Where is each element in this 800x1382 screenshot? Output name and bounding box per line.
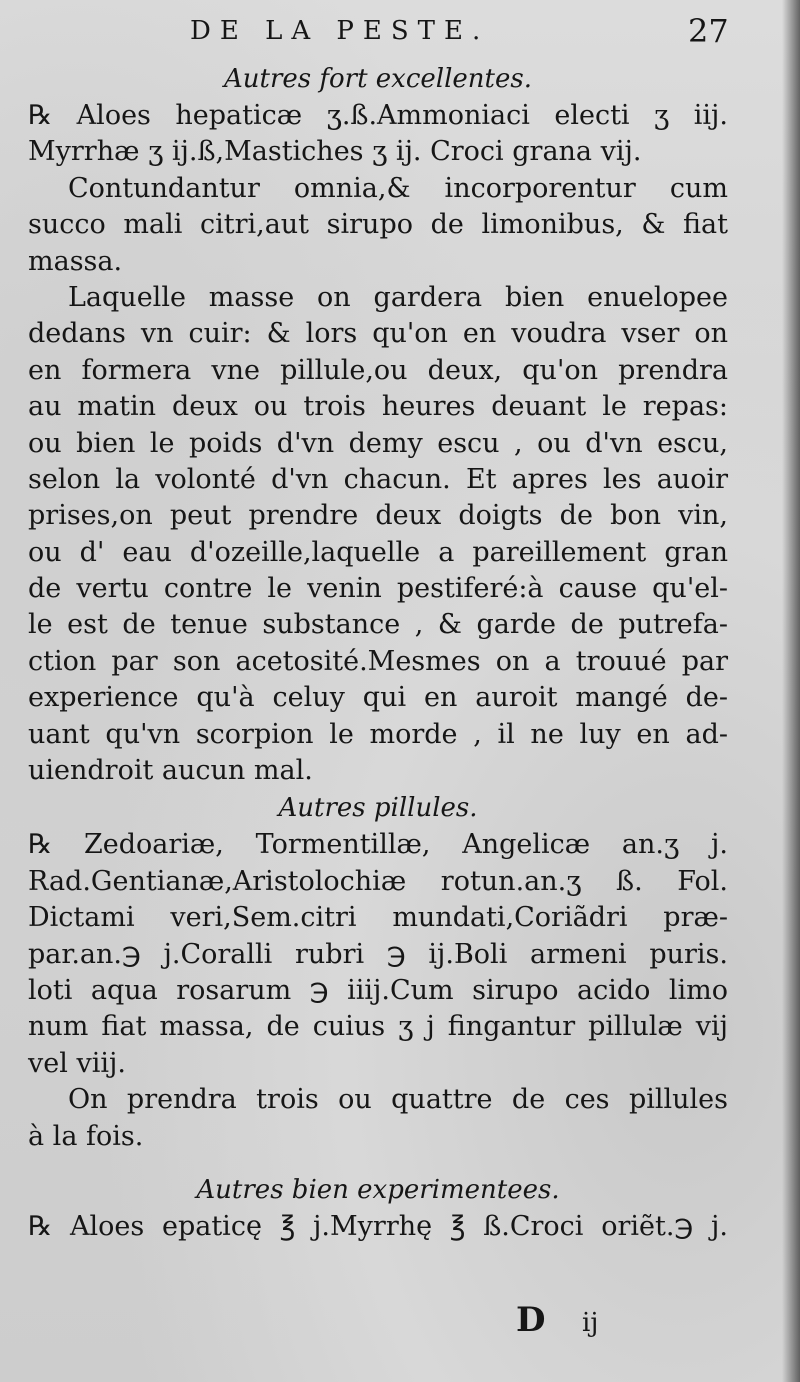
text-line: vel viij. (28, 1047, 126, 1079)
text-line: par.an.℈ j.Coralli rubri ℈ ij.Boli armeni puris. (28, 938, 728, 970)
body-text (28, 60, 728, 1245)
text-line: experience qu'à celuy qui en auroit mangé de- (28, 682, 728, 714)
text-line: num fiat massa, de cuius ʒ j fingantur pillulæ vij (28, 1011, 728, 1043)
text-line: massa. (28, 245, 123, 277)
text-line: à la fois. (28, 1120, 144, 1152)
text-line: Rad.Gentianæ,Aristolochiæ rotun.an.ʒ ß. Fol. (28, 865, 728, 897)
text-line: Contundantur omnia,& incorporentur cum (68, 172, 728, 204)
text-line: ℞ Aloes hepaticæ ʒ.ß.Ammoniaci electi ʒ iij. (28, 100, 728, 131)
text-line: uiendroit aucun mal. (28, 755, 313, 787)
text-line: Dictami veri,Sem.citri mundati,Coriãdri præ- (28, 902, 728, 934)
text-line: ℞ Aloes epaticę ℥ j.Myrrhę ℥ ß.Croci oriẽt.℈ j. (28, 1210, 728, 1242)
text-line: uant qu'vn scorpion le morde , il ne luy en ad- (28, 718, 728, 750)
text-line: Myrrhæ ʒ ij.ß,Mastiches ʒ ij. Croci grana vij. (28, 136, 642, 168)
text-line: au matin deux ou trois heures deuant le repas: (28, 391, 728, 423)
text-line: le est de tenue substance , & garde de putrefa- (28, 609, 728, 641)
text-line: ou bien le poids d'vn demy escu , ou d'vn escu, (28, 427, 728, 459)
text-line: dedans vn cuir: & lors qu'on en voudra vser on (28, 318, 728, 350)
text-line: en formera vne pillule,ou deux, qu'on prendra (28, 354, 728, 386)
section-heading: Autres bien experimentees. (196, 1174, 560, 1205)
text-line: On prendra trois ou quattre de ces pillules (68, 1084, 728, 1116)
page-edge-shadow (782, 0, 800, 1382)
section-heading: Autres pillules. (278, 793, 478, 824)
text-line: ou d' eau d'ozeille,laquelle a pareillement gran (28, 536, 728, 568)
signature-mark: D (516, 1300, 546, 1340)
text-line: ℞ Zedoariæ, Tormentillæ, Angelicæ an.ʒ j. (28, 829, 728, 861)
section-heading: Autres fort excellentes. (223, 64, 532, 94)
text-line: de vertu contre le venin pestiferé:à cause qu'el- (28, 573, 728, 605)
spacer (28, 1155, 728, 1171)
text-line: Laquelle masse on gardera bien enuelopee (68, 281, 728, 313)
text-line: selon la volonté d'vn chacun. Et apres les auoir (28, 463, 728, 495)
page-header (0, 12, 800, 52)
running-head: DE LA PESTE. (190, 16, 490, 46)
text-line: loti aqua rosarum ℈ iiij.Cum sirupo acido limo (28, 974, 728, 1006)
page-number: 27 (688, 12, 729, 50)
text-line: succo mali citri,aut sirupo de limonibus, & fiat (28, 209, 728, 241)
text-line: prises,on peut prendre deux doigts de bon vin, (28, 500, 728, 532)
signature-number: ij (582, 1308, 599, 1338)
text-line: ction par son acetosité.Mesmes on a trouué par (28, 645, 728, 677)
